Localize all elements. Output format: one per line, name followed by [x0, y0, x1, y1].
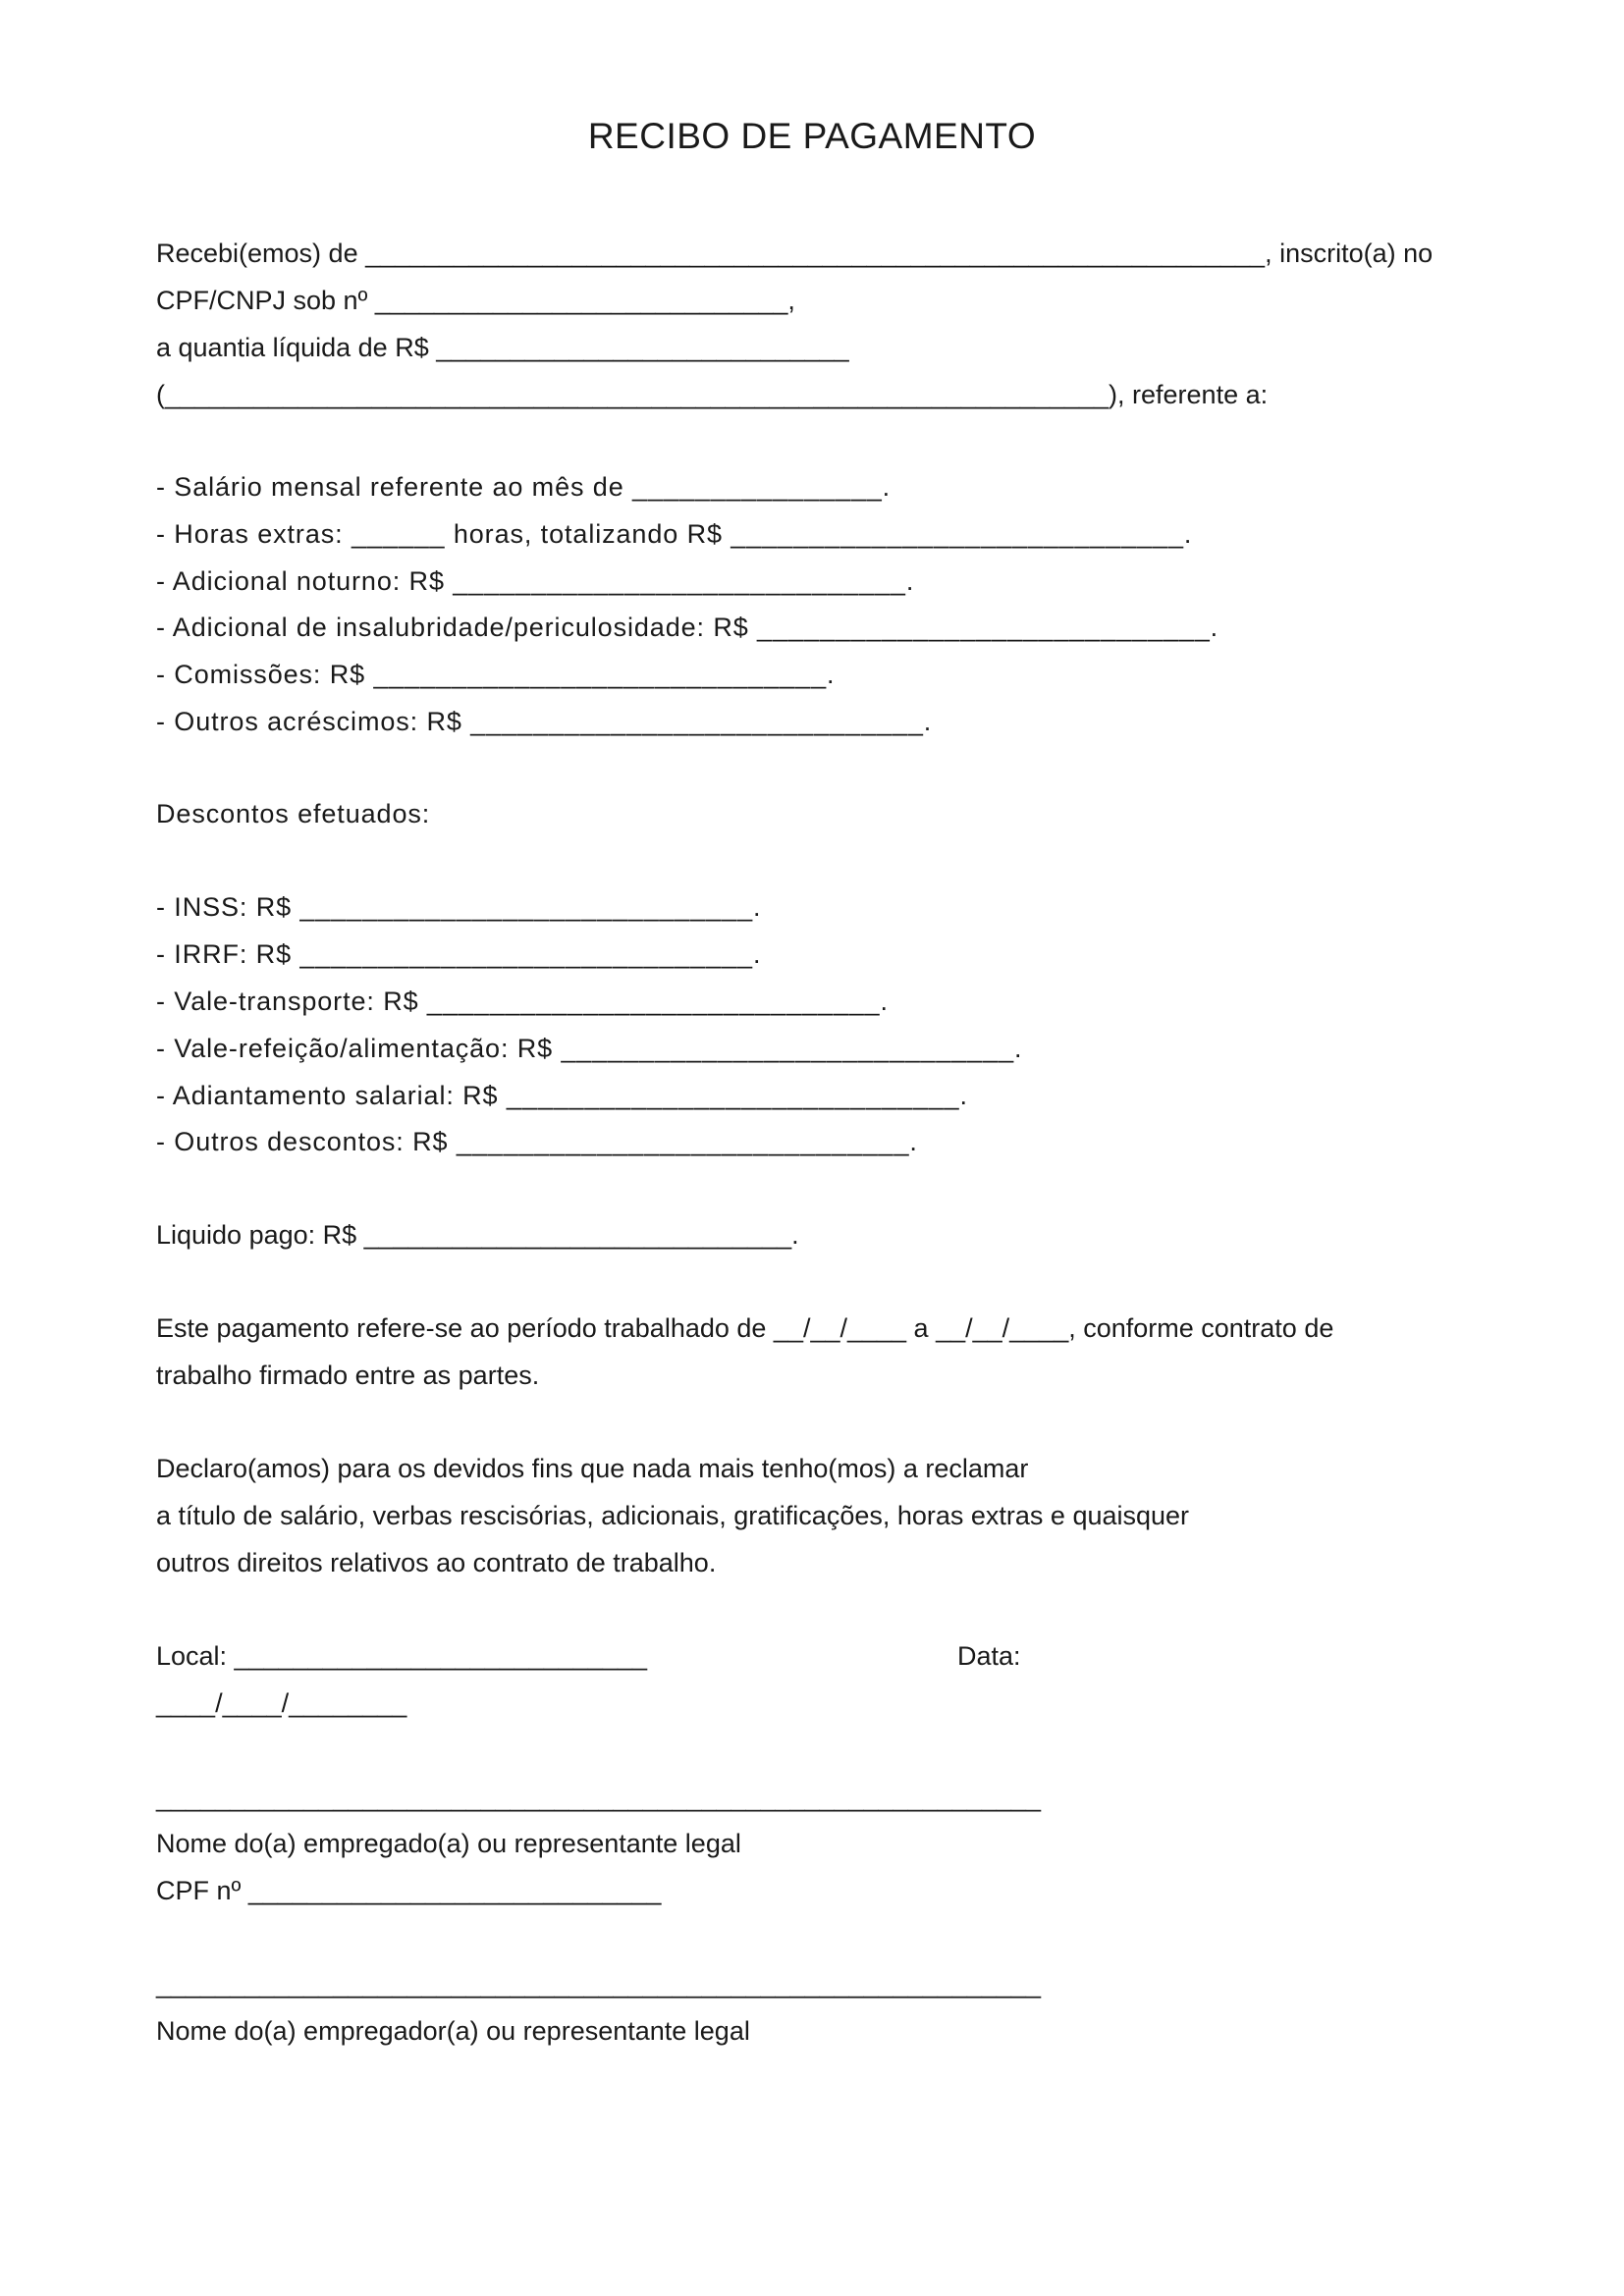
deduction-item-other: - Outros descontos: R$ _____________________________.	[156, 1127, 918, 1156]
period-line-2: trabalho firmado entre as partes.	[156, 1361, 540, 1390]
employee-cpf-field: CPF nº ____________________________	[156, 1876, 662, 1905]
declaration-line-1: Declaro(amos) para os devidos fins que nada mais tenho(mos) a reclamar	[156, 1454, 1029, 1483]
local-field: Local: ____________________________	[156, 1641, 648, 1671]
net-paid: Liquido pago: R$ _____________________________.	[156, 1220, 799, 1250]
earning-item-other: - Outros acréscimos: R$ _____________________________.	[156, 707, 933, 736]
intro-line-3: a quantia líquida de R$ ____________________________	[156, 333, 849, 362]
intro-line-1: Recebi(emos) de _____________________________________________________________, inscrito(a) no	[156, 239, 1434, 268]
deductions-heading: Descontos efetuados:	[156, 799, 431, 828]
employer-name-label: Nome do(a) empregador(a) ou representante legal	[156, 2016, 750, 2046]
earning-item-overtime: - Horas extras: ______ horas, totalizando R$ _____________________________.	[156, 519, 1193, 549]
period-line-1: Este pagamento refere-se ao período trabalhado de __/__/____ a __/__/____, conforme contrato de	[156, 1313, 1334, 1343]
deduction-item-inss: - INSS: R$ _____________________________.	[156, 892, 762, 922]
deduction-item-meal: - Vale-refeição/alimentação: R$ _____________________________.	[156, 1034, 1023, 1063]
earning-item-night-shift: - Adicional noturno: R$ _____________________________.	[156, 566, 915, 596]
earning-item-salary: - Salário mensal referente ao mês de ________________.	[156, 472, 892, 502]
deduction-item-transport: - Vale-transporte: R$ _____________________________.	[156, 987, 889, 1016]
deduction-item-irrf: - IRRF: R$ _____________________________.	[156, 939, 762, 969]
declaration-line-2: a título de salário, verbas rescisórias, adicionais, gratificações, horas extras e quaisquer	[156, 1501, 1190, 1530]
employee-signature-line: ____________________________________________________________	[156, 1783, 1041, 1812]
declaration-line-3: outros direitos relativos ao contrato de trabalho.	[156, 1548, 717, 1577]
intro-line-2: CPF/CNPJ sob nº ____________________________,	[156, 286, 795, 315]
earning-item-hazard-pay: - Adicional de insalubridade/periculosidade: R$ _____________________________.	[156, 613, 1219, 642]
date-label: Data:	[957, 1641, 1021, 1671]
earning-item-commissions: - Comissões: R$ _____________________________.	[156, 660, 836, 689]
deduction-item-advance: - Adiantamento salarial: R$ _____________________________.	[156, 1081, 968, 1110]
intro-line-4: (________________________________________________________________), referente a:	[156, 380, 1269, 409]
employee-name-label: Nome do(a) empregado(a) ou representante legal	[156, 1829, 741, 1858]
document-title: RECIBO DE PAGAMENTO	[587, 116, 1037, 156]
employer-signature-line: ____________________________________________________________	[156, 1969, 1041, 1999]
date-blank: ____/____/________	[156, 1688, 407, 1718]
